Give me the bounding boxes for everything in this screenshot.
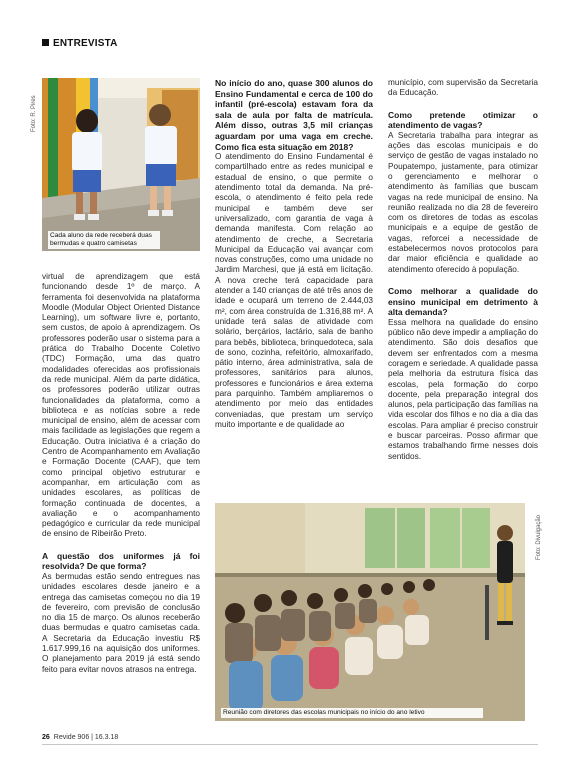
- meeting-illustration: [215, 503, 525, 721]
- answer-vacancies: A Secretaria trabalha para integrar as ações das escolas municipais e do serviço de gestão de vagas instalado no Poupatempo, justamente, para otimizar o gerenciamento e melhorar o atendimento às famílias que buscam vagas na rede municipal de ensino. Na reunião realizada no dia 28 de fevereiro com os diretores de todas as escolas municipais e a equipe de gestão de vagas, reforcei a necessidade de estabelecermos novos protocolos para dar maior eficiência e qualidade ao atendimento oferecido à população.: [388, 130, 538, 274]
- section-title: ENTREVISTA: [53, 38, 118, 49]
- column-3: [388, 78, 538, 462]
- answer-enrollment: O atendimento do Ensino Fundamental é compartilhado entre as redes municipal e estadual de ensino, o que permite o atendimento total da demanda. Na pré-escola, o atendimento é feito pela rede municipal e também deve ser universalizado, com garantia de vaga à demanda manifesta. Com relação ao atendimento de creche, a Secretaria Municipal da Educação vai avançar com novas construções, como uma unidade no Jardim Marchesi, que já está em licitação. A nova creche terá capacidade para atender a 140 crianças de até três anos de idade e ocupará um terreno de 2.444,03 m², com área construída de 1.316,88 m². A unidade terá salas de atividade com solário, berçários, lactário, sala de banho para bebês, biblioteca, brinquedoteca, sala de sono, cozinha, refeitório, almoxarifado, pátio interno, área administrativa, sala de professores, sanitários para alunos, professores e funcionários e área externa para parquinho. Também ampliaremos o atendimento por meio das entidades conveniadas, que prestam um serviço muito importante e de qualidade ao: [215, 152, 373, 429]
- photo-children-uniforms: [42, 78, 200, 251]
- answer-quality: Essa melhora na qualidade do ensino público não deve impedir a ampliação do atendimento. São dois desafios que devem ser enfrentados com a mesma coragem e seriedade. A qualidade passa pela melhoria da estrutura física das escolas, pela formação do corpo docente, pela preparação integral dos alunos, pela participação das famílias na vida escolar dos filhos e no dia a dia das escolas. Para ampliar é preciso construir e buscar parceiras. Posso afirmar que estamos trabalhando firme nesses dois sentidos.: [388, 317, 538, 461]
- question-uniforms: A questão dos uniformes já foi resolvida? De que forma?: [42, 550, 200, 572]
- section-square-icon: [42, 39, 49, 46]
- page-footer: [42, 734, 118, 741]
- question-enrollment: No início do ano, quase 300 alunos do Ensino Fundamental e cerca de 100 do infantil (pré-escola) estavam fora da sala de aula por falta de matrícula. Além disso, outras 3,5 mil crianças aguardam por uma vaga em creche. Como fica esta situação em 2018?: [215, 78, 373, 152]
- answer-uniforms: As bermudas estão sendo entregues nas unidades escolares desde janeiro e a entrega das camisetas começou no dia 19 de fevereiro, com previsão de conclusão no dia 15 de março. Os alunos receberão duas bermudas e quatro camisetas cada. A Secretaria da Educação investiu R$ 1.617.999,16 na aquisição dos uniformes. O planejamento para 2019 já está sendo feito para evitar novos atrasos na entrega.: [42, 571, 200, 674]
- page-number: 26: [42, 734, 50, 741]
- column-1: [42, 272, 200, 675]
- footer-divider: [42, 744, 538, 745]
- children-illustration: [42, 78, 200, 251]
- photo-directors-meeting: [215, 503, 525, 721]
- section-label: [42, 38, 118, 49]
- photo2-caption: Reunião com diretores das escolas municipais no início do ano letivo: [221, 708, 483, 718]
- photo1-caption: Cada aluno da rede receberá duas bermudas e quatro camisetas: [48, 231, 160, 249]
- col3-continuation: município, com supervisão da Secretaria da Educação.: [388, 78, 538, 98]
- issue-info: Revide 906 | 16.3.18: [53, 734, 119, 741]
- photo1-credit: Foto: R. Pires: [31, 95, 37, 132]
- col1-paragraph: virtual de aprendizagem que está funcionando desde 1º de março. A ferramenta foi desenvolvida na plataforma Moodle (Modular Object Oriented Distance Learning), um software livre e, portanto, sem custos, de apoio à aprendizagem. Os professores poderão usar o sistema para a prática do Trabalho Docente Coletivo (TDC) Formação, uma das quatro modalidades oferecidas aos profissionais da rede municipal. Além da parte didática, os professores poderão utilizar outras funcionalidades da plataforma, como a biblioteca e as notícias sobre a rede municipal de ensino, além de acessar com mais facilidade as legislações que regem a Educação. Outra iniciativa é a criação do Centro de Acompanhamento em Avaliação e Formação Docente (CAAF), que tem como principal objetivo estruturar e acompanhar, em articulação com as unidades escolares, as políticas de formação continuada de docentes, a avaliação e o acompanhamento pedagógico e curricular da rede municipal de ensino de Ribeirão Preto.: [42, 272, 200, 539]
- photo2-credit: Foto: Divulgação: [536, 514, 542, 560]
- column-2: [215, 78, 373, 430]
- question-quality: Como melhorar a qualidade do ensino municipal em detrimento à alta demanda?: [388, 285, 538, 318]
- question-vacancies: Como pretende otimizar o atendimento de vagas?: [388, 109, 538, 131]
